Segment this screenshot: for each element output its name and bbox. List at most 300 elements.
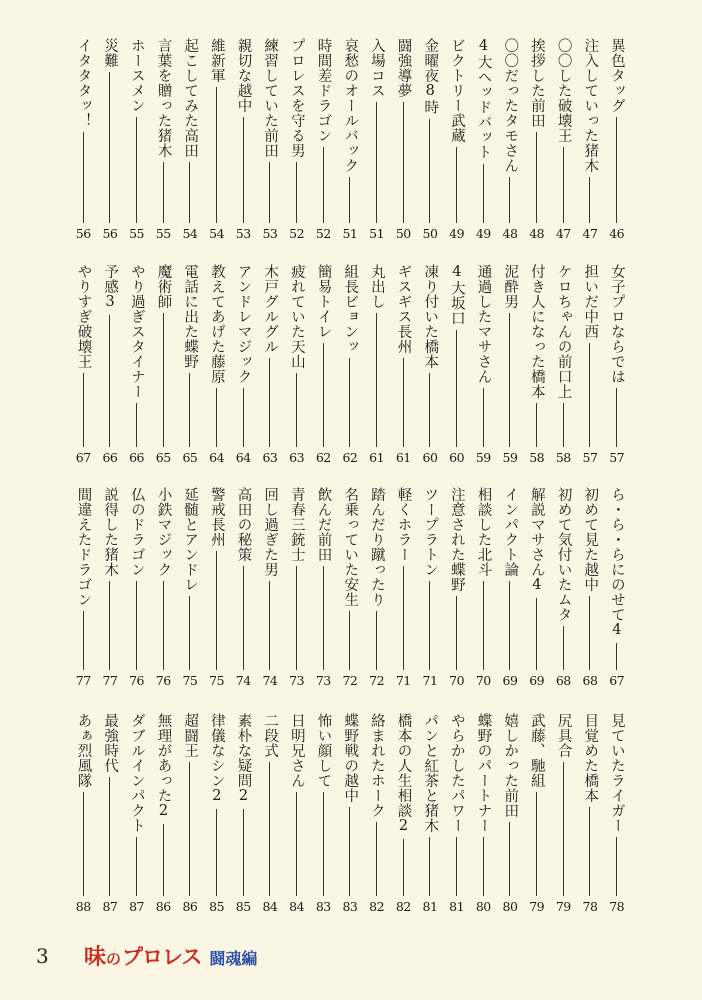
toc-entry-page: 67	[609, 672, 625, 688]
toc-entry-page: 49	[449, 225, 465, 241]
toc-entry-page: 81	[449, 898, 465, 914]
leader-line	[563, 762, 564, 896]
leader-line	[189, 762, 190, 896]
toc-entry	[283, 38, 310, 240]
toc-entry-page: 51	[342, 225, 358, 241]
toc-entry	[470, 713, 497, 913]
toc-entry-page: 76	[155, 672, 171, 688]
leader-line	[536, 598, 537, 670]
toc-entry-page: 74	[262, 672, 278, 688]
leader-line	[216, 388, 217, 447]
toc-entry-title: イタタタッ！	[75, 38, 92, 128]
toc-entry	[150, 264, 177, 464]
toc-entry	[310, 487, 337, 687]
toc-entry	[257, 38, 284, 240]
toc-entry-page: 70	[475, 672, 491, 688]
toc-entry	[177, 264, 204, 464]
brand-particle: の	[106, 950, 122, 968]
toc-entry-page: 68	[555, 672, 571, 688]
toc-entry	[577, 38, 604, 240]
toc-entry	[550, 264, 577, 464]
toc-entry-title: 尻具合	[555, 713, 572, 758]
toc-entry-page: 71	[395, 672, 411, 688]
leader-line	[563, 403, 564, 447]
toc-entry-title: やらかしたパワー	[448, 713, 465, 833]
leader-line	[403, 566, 404, 670]
toc-entry-page: 79	[555, 898, 571, 914]
toc-entry	[97, 38, 124, 240]
leader-line	[376, 102, 377, 223]
toc-entry-page: 58	[529, 449, 545, 465]
toc-entry	[603, 38, 630, 240]
toc-entry-title: 無理があった2	[155, 713, 172, 820]
leader-line	[323, 343, 324, 447]
toc-entry-title: 予感3	[102, 264, 119, 311]
leader-line	[563, 147, 564, 223]
toc-entry-title: 異色タッグ	[608, 38, 625, 113]
toc-entry-title: 組長ビョンッ	[342, 264, 359, 354]
toc-entry-page: 68	[582, 672, 598, 688]
leader-line	[483, 581, 484, 670]
toc-entry-page: 49	[475, 225, 491, 241]
toc-entry	[390, 38, 417, 240]
toc-entry-title: 見ていたライガー	[608, 713, 625, 833]
toc-entry	[257, 487, 284, 687]
toc-entry-page: 69	[502, 672, 518, 688]
leader-line	[483, 164, 484, 223]
toc-entry-page: 54	[182, 225, 198, 241]
page-footer	[0, 940, 702, 1000]
leader-line	[83, 611, 84, 670]
leader-line	[536, 132, 537, 223]
leader-line	[109, 581, 110, 670]
leader-line	[136, 117, 137, 223]
toc-entry-title: 災難	[102, 38, 119, 68]
toc-entry	[443, 487, 470, 687]
toc-entry-title: 通過したマサさん	[475, 264, 492, 384]
toc-entry	[497, 38, 524, 240]
toc-entry	[337, 713, 364, 913]
toc-entry-page: 83	[315, 898, 331, 914]
toc-entry-title: 回し過ぎた男	[262, 487, 279, 577]
toc-entry-title: ケロちゃんの前口上	[555, 264, 572, 399]
toc-entry	[150, 487, 177, 687]
leader-line	[269, 581, 270, 670]
brand-logo	[84, 940, 257, 974]
toc-entry-title: 〇〇だったタモさん	[502, 38, 519, 173]
brand-subtitle: 闘魂編	[209, 949, 258, 968]
toc-entry-title: 名乗っていた安生	[342, 487, 359, 607]
toc-entry-title: あぁ烈風隊	[75, 713, 92, 788]
toc-entry-page: 83	[342, 898, 358, 914]
toc-entry-title: 4大坂口	[448, 264, 465, 326]
toc-entry	[203, 264, 230, 464]
toc-entry-title: 言葉を贈った猪木	[155, 38, 172, 158]
toc-entry-page: 52	[315, 225, 331, 241]
toc-entry	[523, 713, 550, 913]
toc-entry	[283, 487, 310, 687]
toc-entry-title: 木戸グルグル	[262, 264, 279, 354]
toc-entry-page: 52	[289, 225, 305, 241]
toc-entry	[523, 264, 550, 464]
leader-line	[349, 358, 350, 447]
toc-entry-title: パンと紅茶と猪木	[422, 713, 439, 833]
toc-entry	[390, 487, 417, 687]
toc-entry-page: 84	[289, 898, 305, 914]
toc-entry-title: 武藤、馳組	[528, 713, 545, 788]
toc-entry-page: 57	[582, 449, 598, 465]
toc-entry	[603, 713, 630, 913]
toc-entry-page: 64	[209, 449, 225, 465]
leader-line	[509, 822, 510, 896]
toc-entry-page: 77	[75, 672, 91, 688]
toc-entry	[123, 487, 150, 687]
toc-entry-page: 66	[102, 449, 118, 465]
toc-entry-title: 最強時代	[102, 713, 119, 773]
leader-line	[243, 117, 244, 223]
toc-entry-title: 丸出し	[368, 264, 385, 309]
toc-entry-title: ギスギス長州	[395, 264, 412, 354]
toc-entry-title: 小鉄マジック	[155, 487, 172, 577]
toc-entry-title: 維新軍	[208, 38, 225, 83]
leader-line	[323, 792, 324, 896]
toc-entry-title: 軽くホラー	[395, 487, 412, 562]
toc-entry-title: 女子プロならでは	[608, 264, 625, 384]
leader-line	[483, 388, 484, 447]
leader-line	[109, 777, 110, 896]
toc-entry	[123, 264, 150, 464]
toc-entry-title: 飲んだ前田	[315, 487, 332, 562]
toc-entry-page: 70	[449, 672, 465, 688]
toc-entry-title: 初めて見た越中	[582, 487, 599, 592]
toc-entry-page: 63	[289, 449, 305, 465]
leader-line	[403, 358, 404, 447]
toc-entry	[443, 38, 470, 240]
toc-entry-page: 72	[369, 672, 385, 688]
toc-entry-page: 86	[155, 898, 171, 914]
toc-entry-title: 付き人になった橋本	[528, 264, 545, 399]
leader-line	[483, 837, 484, 896]
toc-block-3	[70, 487, 630, 687]
toc-entry-title: 挨拶した前田	[528, 38, 545, 128]
toc-entry-title: 律儀なシン2	[208, 713, 225, 805]
toc-entry-title: ビクトリー武蔵	[448, 38, 465, 143]
toc-entry	[443, 713, 470, 913]
toc-entry-page: 62	[342, 449, 358, 465]
toc-entry	[177, 487, 204, 687]
toc-entry-page: 75	[209, 672, 225, 688]
leader-line	[589, 807, 590, 896]
toc-entry-title: 延髄とアンドレ	[182, 487, 199, 592]
toc-entry-title: 目覚めた橋本	[582, 713, 599, 803]
toc-entry-page: 50	[395, 225, 411, 241]
toc-entry-title: 相談した北斗	[475, 487, 492, 577]
toc-entry-page: 74	[235, 672, 251, 688]
toc-entry	[97, 264, 124, 464]
leader-line	[589, 177, 590, 223]
toc-entry	[310, 38, 337, 240]
toc-entry	[123, 713, 150, 913]
toc-entry-title: 注入していった猪木	[582, 38, 599, 173]
toc-entry-page: 82	[395, 898, 411, 914]
toc-entry	[497, 713, 524, 913]
toc-entry-title: 嬉しかった前田	[502, 713, 519, 818]
toc-entry-page: 77	[102, 672, 118, 688]
toc-entry-page: 50	[422, 225, 438, 241]
leader-line	[83, 373, 84, 447]
toc-entry-page: 58	[555, 449, 571, 465]
toc-entry-page: 73	[289, 672, 305, 688]
leader-line	[376, 313, 377, 447]
leader-line	[163, 162, 164, 223]
toc-entry	[123, 38, 150, 240]
toc-entry-title: ツープラトン	[422, 487, 439, 577]
leader-line	[269, 762, 270, 896]
brand-mark: 味	[84, 945, 106, 970]
toc-entry	[497, 264, 524, 464]
leader-line	[429, 581, 430, 670]
leader-line	[589, 596, 590, 670]
leader-line	[109, 315, 110, 447]
leader-line	[323, 566, 324, 670]
toc-entry	[150, 713, 177, 913]
leader-line	[376, 611, 377, 670]
toc-entry-page: 65	[155, 449, 171, 465]
toc-entry	[70, 713, 97, 913]
toc-entry-page: 53	[262, 225, 278, 241]
leader-line	[376, 822, 377, 896]
toc-entry-page: 78	[582, 898, 598, 914]
toc-entry	[97, 487, 124, 687]
toc-entry-page: 63	[262, 449, 278, 465]
toc-entry	[310, 713, 337, 913]
leader-line	[189, 596, 190, 670]
toc-entry-page: 71	[422, 672, 438, 688]
leader-line	[296, 162, 297, 223]
toc-entry-title: 仏のドラゴン	[128, 487, 145, 577]
leader-line	[243, 388, 244, 447]
toc-entry-page: 59	[475, 449, 491, 465]
toc-entry	[363, 38, 390, 240]
toc-entry-title: 担いだ中西	[582, 264, 599, 339]
toc-entry	[470, 38, 497, 240]
leader-line	[403, 839, 404, 896]
toc-entry	[603, 264, 630, 464]
toc-entry-page: 56	[102, 225, 118, 241]
toc-entry	[417, 264, 444, 464]
toc-entry-page: 66	[129, 449, 145, 465]
leader-line	[296, 792, 297, 896]
toc-entry-page: 47	[555, 225, 571, 241]
leader-line	[349, 177, 350, 223]
toc-entry	[230, 487, 257, 687]
brand-name: プロレス	[122, 945, 202, 969]
toc-entry-title: インパクト論	[502, 487, 519, 577]
leader-line	[456, 596, 457, 670]
toc-entry-page: 85	[235, 898, 251, 914]
toc-entry-title: 蝶野のパートナー	[475, 713, 492, 833]
toc-entry-title: 蝶野戦の越中	[342, 713, 359, 803]
leader-line	[136, 837, 137, 896]
toc-entry	[390, 264, 417, 464]
toc-entry-title: 高田の秘策	[235, 487, 252, 562]
leader-line	[269, 358, 270, 447]
leader-line	[509, 581, 510, 670]
toc-entry-page: 51	[369, 225, 385, 241]
leader-line	[429, 119, 430, 223]
toc-entry-title: 4大ヘッドバット	[475, 38, 492, 160]
toc-entry-title: 魔術師	[155, 264, 172, 309]
leader-line	[456, 330, 457, 447]
toc-entry-page: 46	[609, 225, 625, 241]
toc-entry-title: 初めて気付いたムタ	[555, 487, 572, 622]
toc-entry	[230, 264, 257, 464]
toc-entry-page: 76	[129, 672, 145, 688]
leader-line	[216, 551, 217, 670]
toc-entry-title: 絡まれたホーク	[368, 713, 385, 818]
toc-entry-title: 解説マサさん4	[528, 487, 545, 594]
leader-line	[243, 566, 244, 670]
toc-entry-page: 72	[342, 672, 358, 688]
leader-line	[136, 581, 137, 670]
toc-entry	[70, 38, 97, 240]
leader-line	[136, 403, 137, 447]
toc-entry	[337, 487, 364, 687]
toc-entry	[177, 38, 204, 240]
toc-entry-title: 簡易トイレ	[315, 264, 332, 339]
toc-entry-page: 60	[422, 449, 438, 465]
leader-line	[616, 643, 617, 670]
toc-entry-page: 53	[235, 225, 251, 241]
toc-entry-page: 61	[395, 449, 411, 465]
toc-entry-title: 練習していた前田	[262, 38, 279, 158]
toc-entry	[603, 487, 630, 687]
toc-entry-page: 67	[75, 449, 91, 465]
toc-entry-page: 62	[315, 449, 331, 465]
leader-line	[349, 807, 350, 896]
toc-entry-page: 82	[369, 898, 385, 914]
leader-line	[616, 117, 617, 223]
leader-line	[589, 343, 590, 447]
toc-entry-page: 55	[155, 225, 171, 241]
toc-entry-page: 55	[129, 225, 145, 241]
toc-entry-title: 説得した猪木	[102, 487, 119, 577]
leader-line	[83, 792, 84, 896]
leader-line	[189, 373, 190, 447]
toc-entry	[577, 713, 604, 913]
toc-entry-page: 48	[502, 225, 518, 241]
toc-entry	[550, 713, 577, 913]
toc-entry-title: プロレスを守る男	[288, 38, 305, 158]
toc-entry-page: 88	[75, 898, 91, 914]
toc-entry-page: 81	[422, 898, 438, 914]
leader-line	[163, 313, 164, 447]
leader-line	[616, 837, 617, 896]
leader-line	[83, 132, 84, 223]
toc-entry-page: 79	[529, 898, 545, 914]
toc-entry	[150, 38, 177, 240]
toc-entry-page: 65	[182, 449, 198, 465]
toc-entry-title: やりすぎ破壊王	[75, 264, 92, 369]
toc-entry-title: 泥酔男	[502, 264, 519, 309]
toc-entry-title: 哀愁のオールバック	[342, 38, 359, 173]
leader-line	[269, 162, 270, 223]
leader-line	[243, 809, 244, 896]
leader-line	[429, 837, 430, 896]
toc-entry	[523, 38, 550, 240]
leader-line	[296, 566, 297, 670]
toc-entry-title: 二段式	[262, 713, 279, 758]
toc-entry	[283, 713, 310, 913]
toc-entry	[550, 38, 577, 240]
toc-entry-title: 入場コス	[368, 38, 385, 98]
toc-entry-title: 日明兄さん	[288, 713, 305, 788]
toc-entry-title: 青春三銃士	[288, 487, 305, 562]
toc-entry-page: 87	[129, 898, 145, 914]
toc-entry-page: 80	[502, 898, 518, 914]
toc-entry-title: 時間差ドラゴン	[315, 38, 332, 143]
toc-entry-title: 親切な越中	[235, 38, 252, 113]
toc-entry-page: 48	[529, 225, 545, 241]
toc-entry	[70, 264, 97, 464]
leader-line	[403, 102, 404, 223]
toc-entry-page: 80	[475, 898, 491, 914]
toc-entry-page: 61	[369, 449, 385, 465]
toc-entry	[97, 713, 124, 913]
toc-entry-title: 超闘王	[182, 713, 199, 758]
toc-block-1	[70, 38, 630, 240]
leader-line	[216, 87, 217, 223]
leader-line	[163, 824, 164, 896]
toc-entry	[70, 487, 97, 687]
toc-entry	[310, 264, 337, 464]
toc-entry	[177, 713, 204, 913]
toc-entry-title: 闘強導夢	[395, 38, 412, 98]
leader-line	[509, 177, 510, 223]
toc-entry	[203, 713, 230, 913]
toc-entry	[443, 264, 470, 464]
toc-entry-title: 電話に出た蝶野	[182, 264, 199, 369]
leader-line	[509, 313, 510, 447]
toc-entry-title: 起こしてみた高田	[182, 38, 199, 158]
toc-entry	[257, 713, 284, 913]
toc-entry-page: 64	[235, 449, 251, 465]
toc-entry-title: 間違えたドラゴン	[75, 487, 92, 607]
toc-entry-page: 78	[609, 898, 625, 914]
toc-entry	[417, 38, 444, 240]
toc-entry-page: 59	[502, 449, 518, 465]
toc-entry	[550, 487, 577, 687]
toc-entry-page: 87	[102, 898, 118, 914]
toc-entry-title: 凍り付いた橋本	[422, 264, 439, 369]
leader-line	[563, 626, 564, 670]
toc-entry	[470, 487, 497, 687]
toc-entry	[497, 487, 524, 687]
toc-entry	[203, 487, 230, 687]
toc-entry	[257, 264, 284, 464]
toc-entry-title: ダブルインパクト	[128, 713, 145, 833]
toc-block-2	[70, 264, 630, 464]
toc-entry	[390, 713, 417, 913]
toc-entry	[337, 264, 364, 464]
toc-entry-title: 注意された蝶野	[448, 487, 465, 592]
leader-line	[349, 611, 350, 670]
toc-entry	[283, 264, 310, 464]
toc-entry-title: 警戒長州	[208, 487, 225, 547]
toc-entry	[230, 38, 257, 240]
page-number: 3	[36, 944, 49, 968]
toc-entry-page: 86	[182, 898, 198, 914]
